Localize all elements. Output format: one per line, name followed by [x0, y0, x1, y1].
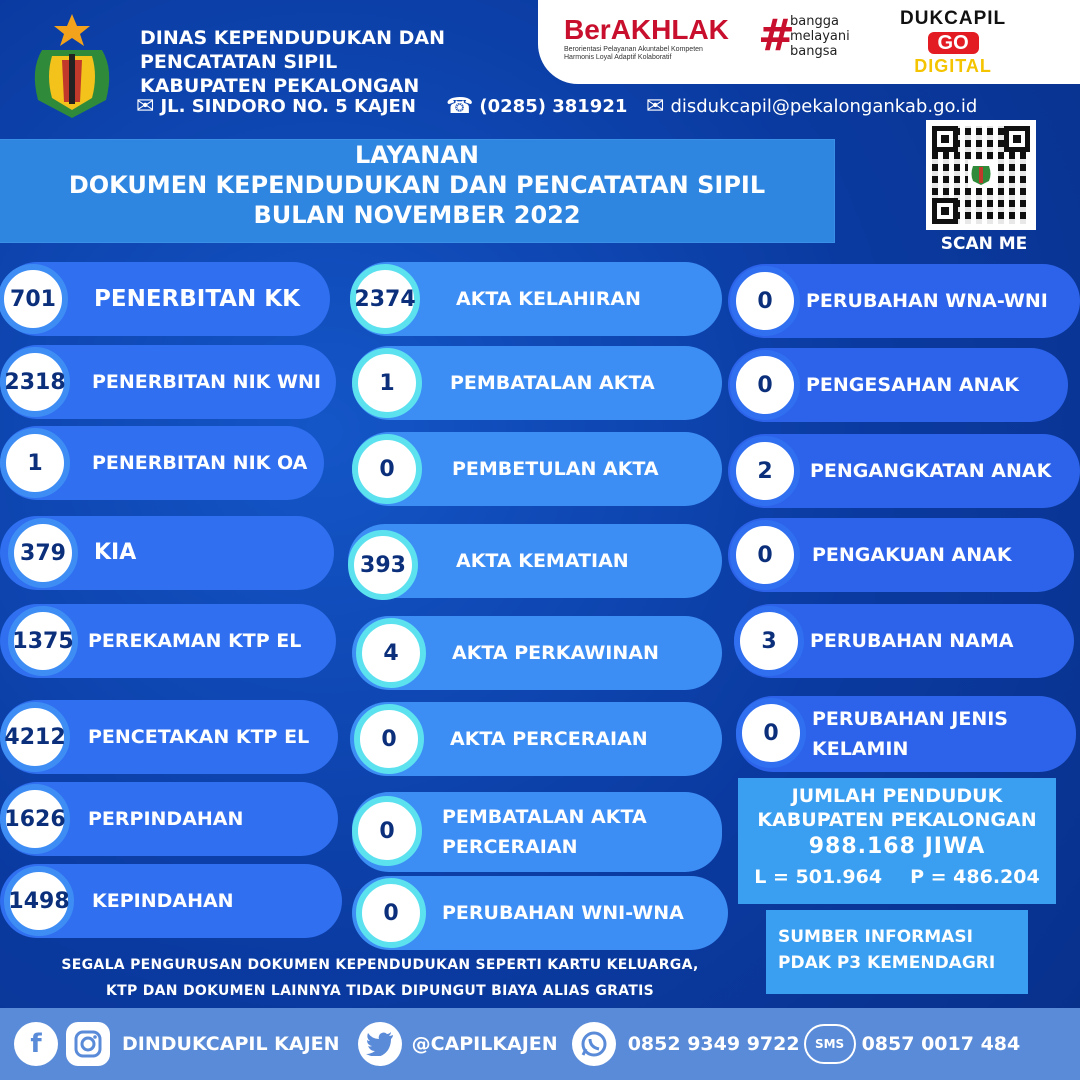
regency-emblem-icon: [22, 10, 122, 122]
bangga-line: bangsa: [790, 44, 838, 59]
stat-value: 0: [730, 266, 800, 336]
stat-kia: [0, 516, 334, 590]
stat-value: 4212: [0, 702, 70, 772]
berakhlak-tagline: Harmonis Loyal Adaptif Kolaboratif: [564, 54, 672, 61]
bangga-melayani-logo: [758, 10, 850, 61]
stat-value: 701: [0, 264, 68, 334]
stat-pembatalan-akta-perceraian: [352, 792, 722, 872]
stat-value: 0: [730, 350, 800, 420]
qr-emblem-icon: [968, 160, 994, 188]
title-line: DOKUMEN KEPENDUDUKAN DAN PENCATATAN SIPIL: [68, 171, 766, 199]
go-text: GO: [928, 32, 979, 54]
stat-perubahan-wni-wna: [352, 876, 728, 950]
stat-value: 1: [352, 348, 422, 418]
stat-pembetulan-akta: [352, 432, 722, 506]
agency-line: KABUPATEN PEKALONGAN: [140, 75, 420, 97]
stat-label: KIA: [94, 540, 137, 565]
berakhlak-text: BerAKHLAK: [564, 14, 729, 45]
berakhlak-logo: [564, 14, 729, 62]
stat-label: PERPINDAHAN: [88, 808, 244, 830]
stat-value: 393: [348, 530, 418, 600]
stat-perekaman-ktp: [0, 604, 336, 678]
address: [136, 94, 416, 119]
dukcapil-go-digital-logo: [900, 8, 1006, 77]
address-text: JL. SINDORO NO. 5 KAJEN: [160, 96, 416, 117]
bangga-line: bangga: [790, 14, 839, 29]
footer-bar: [0, 1008, 1080, 1080]
stat-label: PENGESAHAN ANAK: [806, 374, 1019, 396]
stat-value: 0: [352, 434, 422, 504]
stat-nik-wni: [0, 345, 336, 419]
population-female: P = 486.204: [910, 866, 1040, 888]
phone-text: (0285) 381921: [479, 96, 628, 117]
whatsapp-icon[interactable]: [572, 1022, 616, 1066]
agency-name: [140, 26, 445, 98]
agency-line: DINAS KEPENDUDUKAN DAN: [140, 27, 445, 49]
stat-value: 1: [0, 428, 70, 498]
population-male: L = 501.964: [754, 866, 883, 888]
source-box: [766, 910, 1028, 994]
hashtag-icon: #: [758, 10, 795, 61]
stat-label-line: PERUBAHAN JENIS: [812, 708, 1008, 730]
stat-label: PEMBATALAN AKTA: [450, 372, 655, 394]
stat-value: 2318: [0, 347, 70, 417]
agency-line: PENCATATAN SIPIL: [140, 51, 338, 73]
telephone-icon: ☎: [446, 94, 474, 119]
stat-label: PEMBETULAN AKTA: [452, 458, 659, 480]
stat-label: PERUBAHAN NAMA: [810, 630, 1014, 652]
qr-finder: [932, 126, 958, 152]
notice-line: KTP DAN DOKUMEN LAINNYA TIDAK DIPUNGUT BIAYA ALIAS GRATIS: [105, 983, 655, 999]
social-account-text[interactable]: DINDUKCAPIL KAJEN: [122, 1033, 340, 1055]
stat-value: 4: [356, 618, 426, 688]
phone: [446, 94, 627, 119]
population-box: [738, 778, 1056, 904]
qr-finder: [1004, 126, 1030, 152]
stat-value: 0: [354, 704, 424, 774]
sms-number[interactable]: 0857 0017 484: [861, 1033, 1021, 1055]
population-heading: JUMLAH PENDUDUK: [791, 785, 1003, 807]
badges-panel: [538, 0, 1080, 84]
stat-value: 1498: [4, 866, 74, 936]
stat-akta-perceraian: [350, 702, 722, 776]
stat-akta-kelahiran: [350, 262, 722, 336]
qr-finder: [932, 198, 958, 224]
twitter-handle[interactable]: @CAPILKAJEN: [411, 1033, 558, 1055]
population-total: 988.168 JIWA: [808, 834, 986, 859]
stat-label: [812, 704, 1008, 764]
stat-perubahan-wna-wni: [728, 264, 1080, 338]
population-heading: KABUPATEN PEKALONGAN: [757, 809, 1037, 831]
stat-value: 1375: [8, 606, 78, 676]
stat-label: PENGAKUAN ANAK: [812, 544, 1012, 566]
stat-value: 0: [736, 698, 806, 768]
stat-pengesahan-anak: [728, 348, 1068, 422]
stat-label: AKTA KEMATIAN: [456, 550, 629, 572]
stat-perubahan-nama: [734, 604, 1074, 678]
stat-value: 3: [734, 606, 804, 676]
stat-pembatalan-akta: [352, 346, 722, 420]
stat-label: AKTA PERKAWINAN: [452, 642, 659, 664]
stat-label: PERUBAHAN WNA-WNI: [806, 290, 1048, 312]
email: [646, 94, 977, 119]
population-gender: [738, 862, 1056, 892]
notice-line: SEGALA PENGURUSAN DOKUMEN KEPENDUDUKAN SEPERTI KARTU KELUARGA,: [61, 957, 699, 973]
facebook-icon[interactable]: f: [14, 1022, 58, 1066]
stat-perubahan-jenis-kelamin: [736, 696, 1076, 772]
title-line: BULAN NOVEMBER 2022: [253, 201, 581, 229]
stat-label: PENERBITAN NIK OA: [92, 452, 308, 474]
page-title: [0, 140, 834, 242]
stat-value: 1626: [0, 784, 70, 854]
qr-code[interactable]: [926, 120, 1036, 230]
stat-akta-perkawinan: [352, 616, 722, 690]
stat-label: PEREKAMAN KTP EL: [88, 630, 302, 652]
whatsapp-number[interactable]: 0852 9349 9722: [627, 1033, 800, 1055]
dukcapil-text: DUKCAPIL: [900, 8, 1007, 29]
stat-label: AKTA PERCERAIAN: [450, 728, 648, 750]
stat-perpindahan: [0, 782, 338, 856]
mail-envelope-icon: ✉: [136, 94, 155, 119]
stat-label: PENERBITAN NIK WNI: [92, 371, 321, 393]
stat-nik-oa: [0, 426, 324, 500]
email-text: disdukcapil@pekalongankab.go.id: [670, 96, 978, 117]
qr-pattern: [932, 126, 1030, 224]
stat-label-line: KELAMIN: [812, 738, 909, 760]
instagram-icon[interactable]: [66, 1022, 110, 1066]
stat-label: [442, 802, 647, 862]
stat-value: 379: [8, 518, 78, 588]
stat-label: PERUBAHAN WNI-WNA: [442, 902, 684, 924]
berakhlak-tagline: Berorientasi Pelayanan Akuntabel Kompeten: [564, 46, 703, 53]
stat-label: PENGANGKATAN ANAK: [810, 460, 1052, 482]
bangga-line: melayani: [790, 29, 850, 44]
sms-icon[interactable]: SMS: [804, 1024, 856, 1064]
stat-value: 0: [352, 796, 422, 866]
stat-value: 2374: [350, 264, 420, 334]
scan-me-caption: SCAN ME: [940, 234, 1028, 254]
twitter-icon[interactable]: [358, 1022, 402, 1066]
stat-value: 0: [356, 878, 426, 948]
email-icon: ✉: [646, 94, 665, 119]
stat-label: AKTA KELAHIRAN: [456, 288, 641, 310]
stat-label: KEPINDAHAN: [92, 890, 234, 912]
free-service-notice: [0, 952, 760, 1004]
source-line: SUMBER INFORMASI: [778, 927, 973, 947]
stat-penerbitan-kk: [0, 262, 330, 336]
stat-label-line: PERCERAIAN: [442, 836, 578, 858]
stat-value: 2: [730, 436, 800, 506]
stat-kepindahan: [0, 864, 342, 938]
stat-label: PENCETAKAN KTP EL: [88, 726, 310, 748]
stat-label-line: PEMBATALAN AKTA: [442, 806, 647, 828]
stat-pengangkatan-anak: [728, 434, 1080, 508]
digital-text: DIGITAL: [914, 56, 992, 76]
stat-akta-kematian: [348, 524, 722, 598]
stat-pencetakan-ktp: [0, 700, 338, 774]
title-line: LAYANAN: [355, 141, 479, 169]
stat-pengakuan-anak: [728, 518, 1074, 592]
stat-label: PENERBITAN KK: [94, 286, 300, 312]
stat-value: 0: [730, 520, 800, 590]
source-line: PDAK P3 KEMENDAGRI: [778, 953, 996, 973]
